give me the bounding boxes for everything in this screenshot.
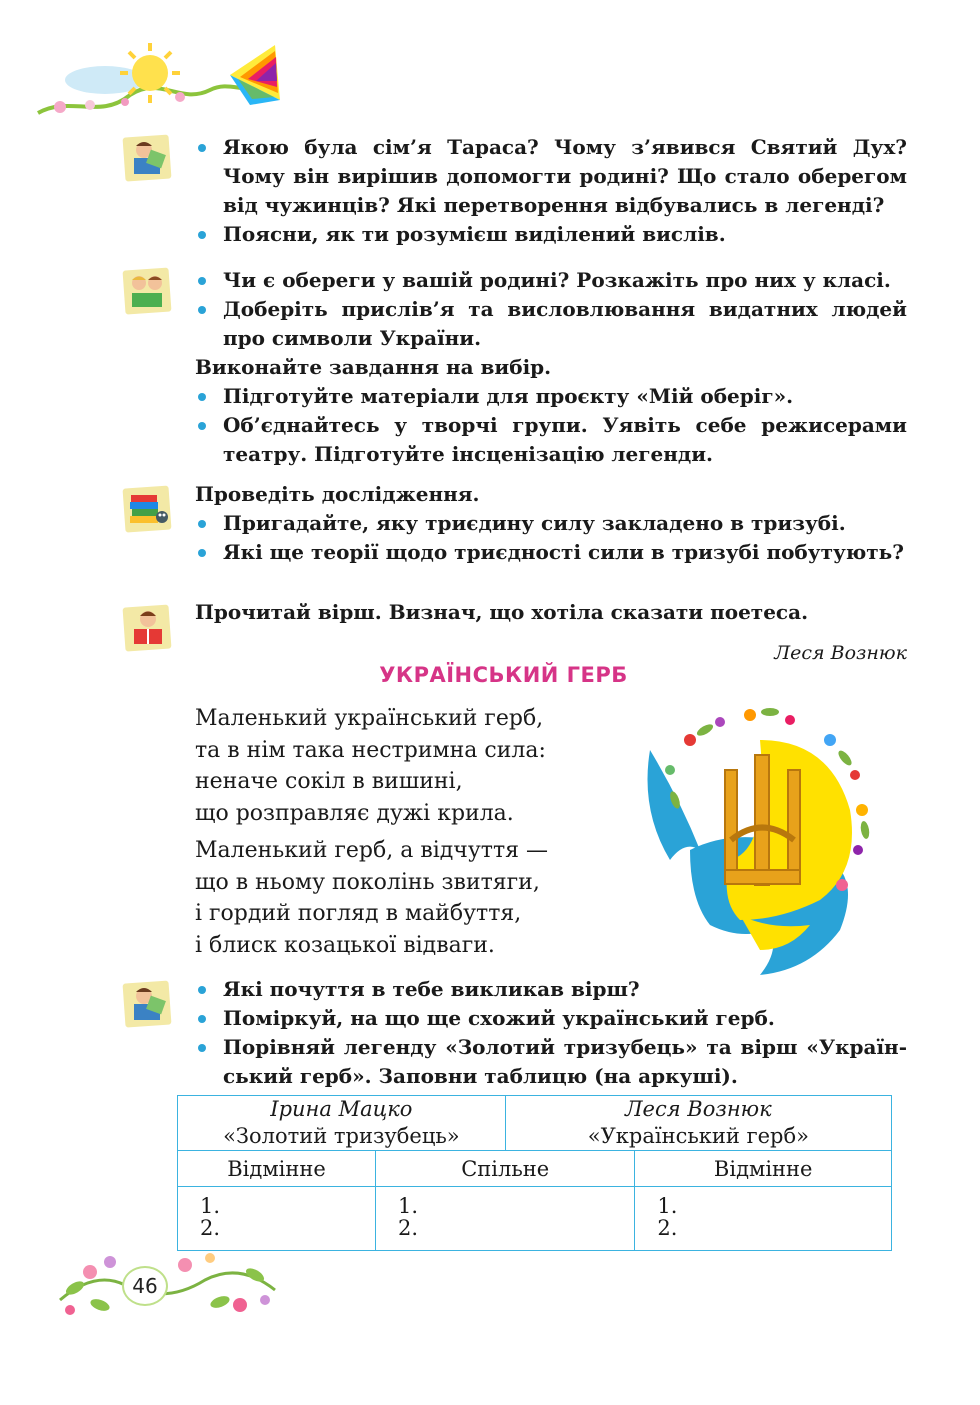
page-number: 46 bbox=[122, 1266, 168, 1306]
books-research-icon bbox=[122, 483, 174, 535]
section2-discussion bbox=[195, 266, 907, 469]
column-header: Відмінне bbox=[178, 1151, 376, 1187]
poem-line: Маленький герб, а відчуття — bbox=[195, 838, 548, 863]
list-item: Якою була сім’я Тараса? Чому з’явився Святий Дух? Чому він вирішив допомогти родині? Що стало оберегом від чужинців? Які перетворення відбувались в легенді? bbox=[195, 133, 907, 220]
children-reading-icon bbox=[122, 265, 174, 317]
section5-questions bbox=[195, 975, 907, 1091]
table-header-left bbox=[178, 1096, 506, 1151]
poem-title: УКРАЇНСЬКИЙ ГЕРБ bbox=[379, 663, 628, 687]
list-item: Які почуття в тебе викликав вірш? bbox=[195, 975, 907, 1004]
reading-boy-icon bbox=[122, 602, 174, 654]
trident-emblem-illustration bbox=[630, 700, 880, 980]
column-header: Спільне bbox=[376, 1151, 635, 1187]
poem-line: неначе сокіл в вишині, bbox=[195, 769, 463, 794]
poem-instruction: Прочитай вірш. Визнач, що хотіла сказати поетеса. bbox=[195, 600, 809, 624]
right-author: Леся Вознюк bbox=[625, 1097, 772, 1121]
poem-line: і гордий погляд в майбуття, bbox=[195, 901, 522, 926]
table-cell bbox=[376, 1187, 635, 1251]
left-work: «Золотий тризубець» bbox=[223, 1124, 460, 1148]
item-number: 2. bbox=[200, 1216, 221, 1240]
list-item: Які ще теорії щодо триєдності сили в тризубі побутують? bbox=[195, 538, 907, 567]
research-heading: Проведіть дослідження. bbox=[195, 482, 480, 506]
poem-line: що в ньому поколінь звитяги, bbox=[195, 869, 540, 895]
item-number: 1. bbox=[200, 1194, 221, 1218]
table-cell bbox=[635, 1187, 892, 1251]
poem-line: Маленький український герб, bbox=[195, 706, 544, 731]
table-header-right bbox=[505, 1096, 891, 1151]
section1-questions bbox=[195, 133, 907, 249]
list-item: Порівняй легенду «Золотий тризубець» та вірш «Україн-ський герб». Заповни таблицю (на аркуші). bbox=[195, 1033, 907, 1091]
list-item: Пригадайте, яку триєдину силу закладено в тризубі. bbox=[195, 509, 907, 538]
sun-kite-decoration bbox=[30, 35, 290, 135]
section3-research bbox=[195, 480, 907, 567]
poem-line: та в нім така нестримна сила: bbox=[195, 737, 546, 763]
list-item: Підготуйте матеріали для проєкту «Мій оберіг». bbox=[195, 382, 907, 411]
poem-line: і блиск козацької відваги. bbox=[195, 932, 495, 958]
section4-instruction bbox=[195, 598, 907, 627]
item-number: 1. bbox=[657, 1194, 678, 1218]
list-item: Об’єднайтесь у творчі групи. Уявіть себе режисерами театру. Підготуйте інсценізацію легенди. bbox=[195, 411, 907, 469]
list-item: Доберіть прислів’я та висловлювання видатних людей про символи України. bbox=[195, 295, 907, 353]
list-item: Поміркуй, на що ще схожий український герб. bbox=[195, 1004, 907, 1033]
task-heading: Виконайте завдання на вибір. bbox=[195, 355, 552, 379]
list-item: Чи є обереги у вашій родині? Розкажіть про них у класі. bbox=[195, 266, 907, 295]
left-author: Ірина Мацко bbox=[270, 1097, 413, 1121]
poem-stanza-2 bbox=[195, 835, 625, 961]
item-number: 2. bbox=[398, 1216, 419, 1240]
column-header: Відмінне bbox=[635, 1151, 892, 1187]
right-work: «Український герб» bbox=[587, 1124, 809, 1148]
reading-child-icon bbox=[122, 132, 174, 184]
poem-author: Леся Вознюк bbox=[774, 642, 907, 664]
poem-line: що розправляє дужі крила. bbox=[195, 800, 514, 826]
comparison-table bbox=[177, 1095, 892, 1251]
item-number: 1. bbox=[398, 1194, 419, 1218]
reading-child-icon bbox=[122, 978, 174, 1030]
poem-stanza-1 bbox=[195, 703, 625, 829]
list-item: Поясни, як ти розумієш виділений вислів. bbox=[195, 220, 907, 249]
item-number: 2. bbox=[657, 1216, 678, 1240]
table-cell bbox=[178, 1187, 376, 1251]
